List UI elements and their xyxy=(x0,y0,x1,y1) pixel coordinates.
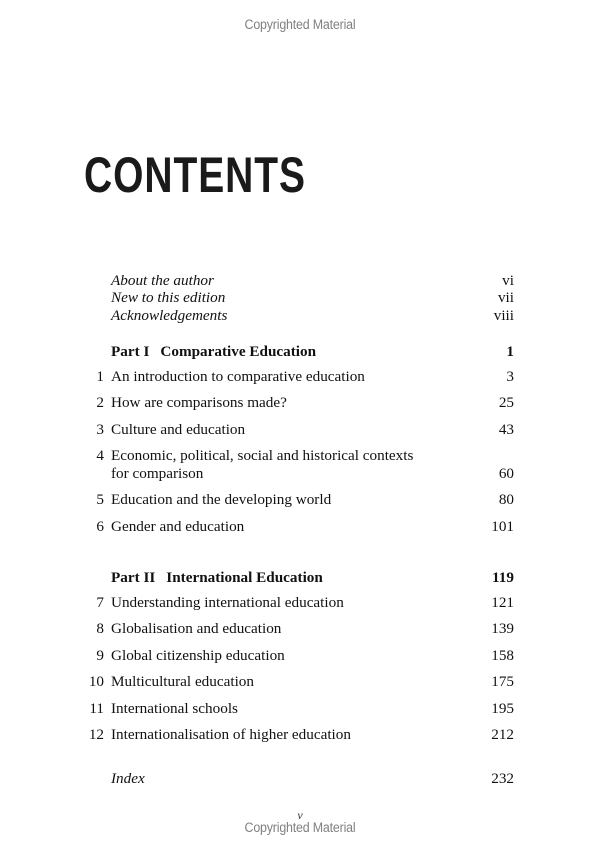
copyright-watermark-top: Copyrighted Material xyxy=(244,17,356,32)
index-page: 232 xyxy=(491,769,514,787)
toc-part-heading-2[interactable] xyxy=(82,569,514,587)
toc-front-matter-row[interactable] xyxy=(82,289,514,306)
part-heading-label xyxy=(111,343,474,361)
chapter-title: An introduction to comparative education xyxy=(111,367,365,385)
toc-front-matter-row[interactable] xyxy=(82,307,514,324)
chapter-number: 10 xyxy=(88,673,104,691)
part-number-label: Part I xyxy=(111,343,150,361)
chapter-page: 3 xyxy=(506,367,514,385)
chapter-title: Internationalisation of higher education xyxy=(111,726,351,744)
toc-chapter-row[interactable] xyxy=(82,518,514,536)
chapter-page: 101 xyxy=(491,517,514,535)
part-page: 1 xyxy=(506,343,514,361)
toc-chapter-row[interactable] xyxy=(82,700,514,718)
chapter-title: Global citizenship education xyxy=(111,646,285,664)
chapter-page: 25 xyxy=(498,394,514,412)
page-title: CONTENTS xyxy=(84,147,306,203)
copyright-watermark-bottom: Copyrighted Material xyxy=(244,820,356,835)
chapter-number: 12 xyxy=(88,726,104,744)
chapter-title: International schools xyxy=(111,699,238,717)
chapter-title xyxy=(111,447,474,482)
part-title-label: Comparative Education xyxy=(160,343,317,361)
front-matter-page: vi xyxy=(502,272,514,289)
chapter-title-line-1: Economic, political, social and historical contexts xyxy=(111,447,414,465)
toc-chapter-row[interactable] xyxy=(82,394,514,412)
toc-front-matter-row[interactable] xyxy=(82,272,514,289)
page-folio-number: v xyxy=(297,808,303,822)
toc-chapter-row[interactable] xyxy=(82,620,514,638)
chapter-number: 3 xyxy=(96,420,104,438)
chapter-page: 195 xyxy=(491,699,514,717)
toc-chapter-row[interactable] xyxy=(82,368,514,386)
part-page: 119 xyxy=(492,569,514,587)
toc-chapter-row[interactable] xyxy=(82,447,514,482)
chapter-page: 80 xyxy=(498,491,514,509)
chapter-page: 139 xyxy=(491,620,514,638)
front-matter-label: About the author xyxy=(111,272,214,289)
chapter-number: 6 xyxy=(96,517,104,535)
toc-chapter-row[interactable] xyxy=(82,421,514,439)
front-matter-page: viii xyxy=(493,306,514,324)
chapter-number: 2 xyxy=(96,394,104,412)
chapter-number: 11 xyxy=(89,699,104,717)
chapter-title: Multicultural education xyxy=(111,673,254,691)
chapter-page: 212 xyxy=(491,726,514,744)
chapter-number: 9 xyxy=(96,646,104,664)
toc-chapter-row[interactable] xyxy=(82,647,514,665)
toc-part-heading-1[interactable] xyxy=(82,343,514,361)
front-matter-label: Acknowledgements xyxy=(111,306,228,324)
chapter-title: Globalisation and education xyxy=(111,620,282,638)
toc-chapter-row[interactable] xyxy=(82,673,514,691)
table-of-contents xyxy=(82,272,514,787)
chapter-number: 1 xyxy=(96,367,104,385)
chapter-page: 43 xyxy=(498,420,514,438)
chapter-page: 60 xyxy=(498,464,514,482)
toc-chapter-row[interactable] xyxy=(82,491,514,509)
index-label: Index xyxy=(111,769,145,787)
front-matter-label: New to this edition xyxy=(111,289,226,307)
front-matter-page: vii xyxy=(497,289,514,307)
chapter-page: 175 xyxy=(491,673,514,691)
part-number-label: Part II xyxy=(111,569,156,587)
chapter-title: Understanding international education xyxy=(111,593,344,611)
chapter-number: 8 xyxy=(96,620,104,638)
chapter-page: 121 xyxy=(491,593,514,611)
chapter-title-line-2: for comparison xyxy=(111,464,204,482)
part-heading-label xyxy=(111,569,474,587)
chapter-title: Gender and education xyxy=(111,517,245,535)
toc-index-row[interactable] xyxy=(82,770,514,788)
toc-chapter-row[interactable] xyxy=(82,594,514,612)
toc-chapter-row[interactable] xyxy=(82,726,514,744)
chapter-title: How are comparisons made? xyxy=(111,394,287,412)
chapter-number: 7 xyxy=(96,593,104,611)
chapter-title: Culture and education xyxy=(111,420,246,438)
chapter-number: 5 xyxy=(96,491,104,509)
chapter-title: Education and the developing world xyxy=(111,491,332,509)
chapter-number: 4 xyxy=(96,447,104,465)
part-title-label: International Education xyxy=(166,569,323,587)
chapter-page: 158 xyxy=(491,646,514,664)
